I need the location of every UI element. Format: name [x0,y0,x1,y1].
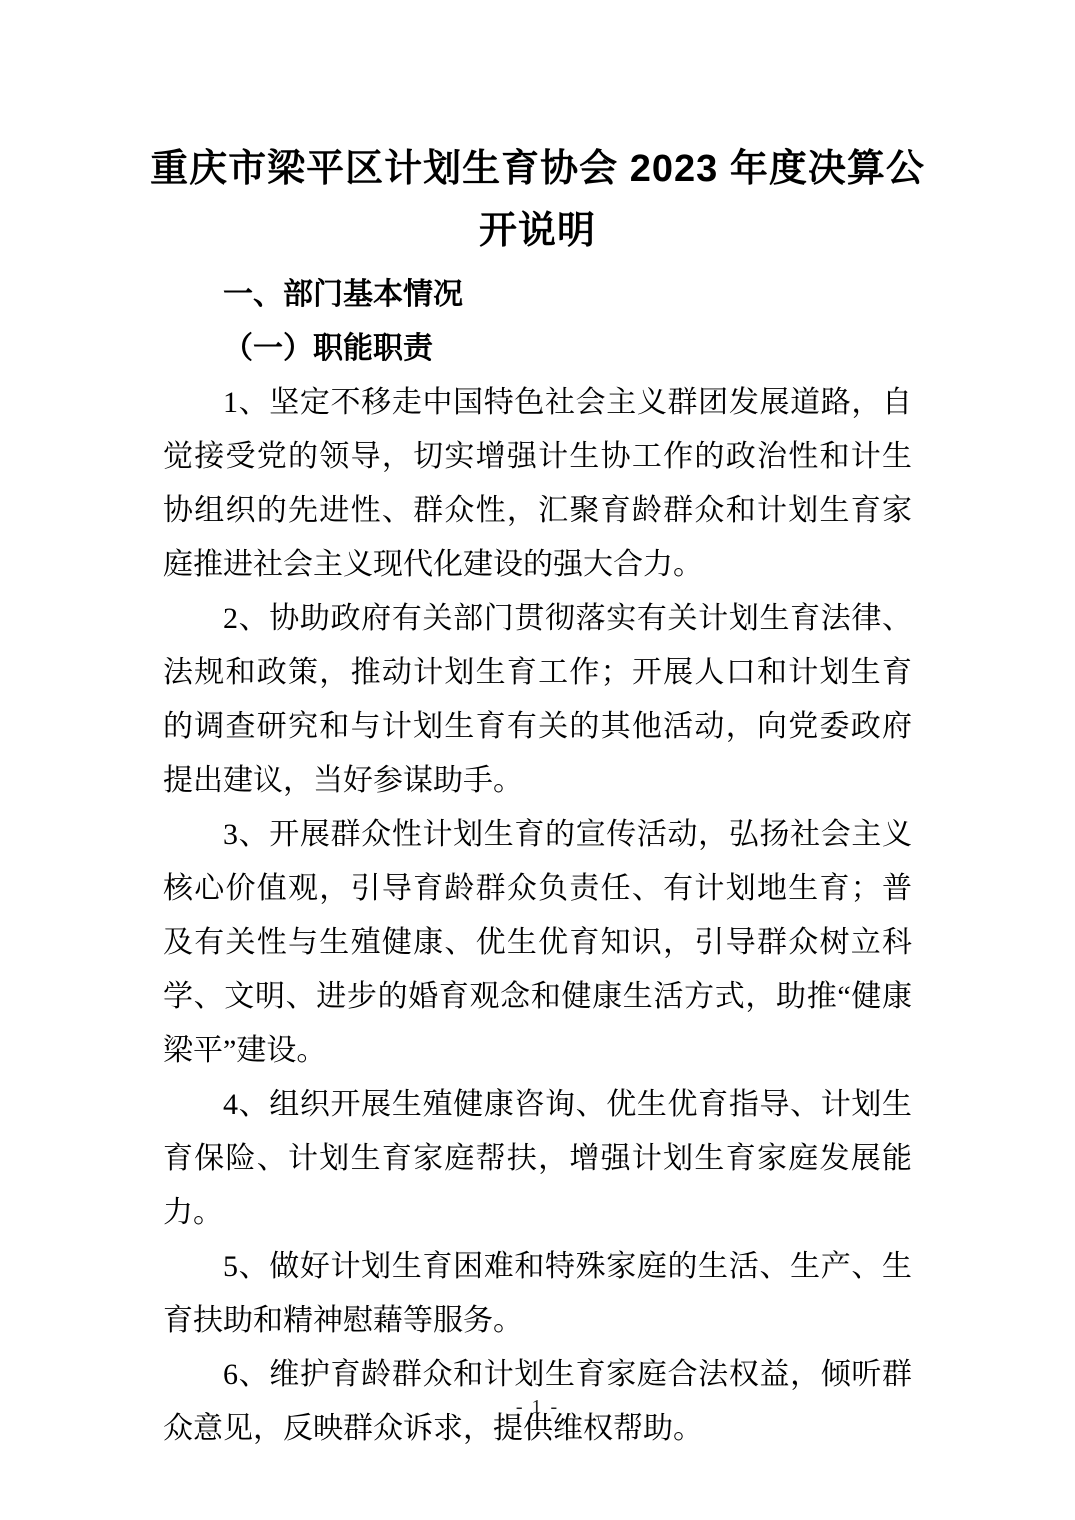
page-number: - 1 - [515,1396,560,1418]
paragraph-duty-1: 1、坚定不移走中国特色社会主义群团发展道路，自觉接受党的领导，切实增强计生协工作的政治性和计生协组织的先进性、群众性，汇聚育龄群众和计划生育家庭推进社会主义现代化建设的强大合力。 [163,386,912,581]
document-title [0,0,1075,262]
paragraph-duty-6: 6、维护育龄群众和计划生育家庭合法权益，倾听群众意见，反映群众诉求，提供维权帮助。 [163,1358,912,1445]
paragraph-duty-3: 3、开展群众性计划生育的宣传活动，弘扬社会主义核心价值观，引导育龄群众负责任、有计划地生育；普及有关性与生殖健康、优生优育知识，引导群众树立科学、文明、进步的婚育观念和健康生活方式，助推“健康梁平”建设。 [163,818,912,1067]
section-heading-basic-info: 一、部门基本情况 [223,278,463,311]
paragraph-duty-5: 5、做好计划生育困难和特殊家庭的生活、生产、生育扶助和精神慰藉等服务。 [163,1250,912,1337]
document-body [0,262,1075,1456]
paragraph-duty-4: 4、组织开展生殖健康咨询、优生优育指导、计划生育保险、计划生育家庭帮扶，增强计划生育家庭发展能力。 [163,1088,912,1229]
document-title-line-1: 重庆市梁平区计划生育协会 2023 年度决算公 [150,148,925,190]
paragraph-duty-2: 2、协助政府有关部门贯彻落实有关计划生育法律、法规和政策，推动计划生育工作；开展人口和计划生育的调查研究和与计划生育有关的其他活动，向党委政府提出建议，当好参谋助手。 [163,602,912,797]
document-title-line-2: 开说明 [478,210,596,252]
subsection-heading-duties: （一）职能职责 [223,332,433,365]
